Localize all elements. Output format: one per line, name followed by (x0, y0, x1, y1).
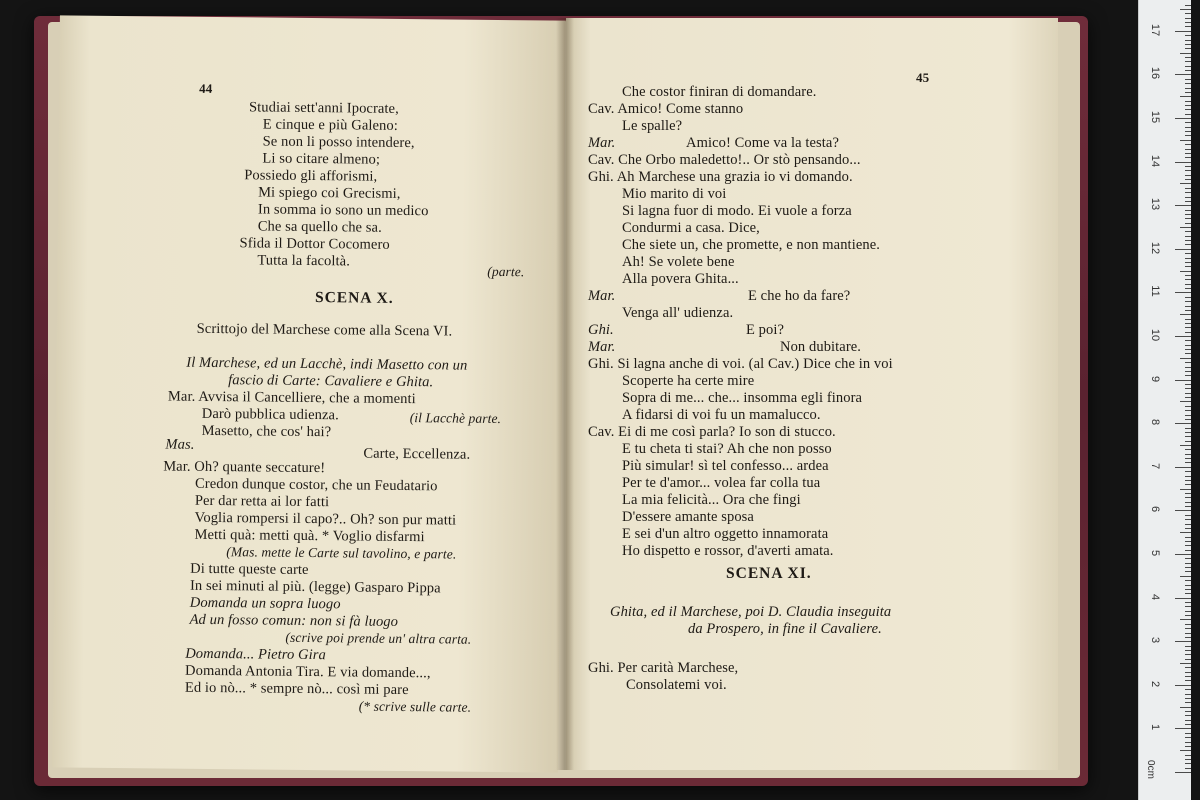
ruler-tick (1185, 393, 1191, 394)
text-line: Per dar retta ai lor fatti (194, 492, 330, 511)
ruler-tick (1185, 166, 1191, 167)
ruler-tick (1180, 271, 1191, 272)
ruler-tick (1185, 109, 1191, 110)
ruler-tick (1185, 550, 1191, 551)
right-page (566, 18, 1058, 770)
text-line: Scoperte ha certe mire (622, 373, 755, 389)
speaker: Mas. (165, 436, 195, 453)
ruler-tick (1185, 210, 1191, 211)
ruler-number: 9 (1149, 375, 1161, 382)
text-line: Le spalle? (622, 118, 683, 134)
ruler-tick (1185, 101, 1191, 102)
left-page (52, 15, 566, 772)
ruler-tick (1185, 40, 1191, 41)
speaker: Ghi. (588, 322, 614, 338)
ruler-tick (1175, 467, 1191, 468)
ruler-tick (1185, 484, 1191, 485)
ruler-tick (1175, 423, 1191, 424)
ruler-tick (1185, 340, 1191, 341)
ruler-tick (1185, 22, 1191, 23)
text-line: Ed io nò... * sempre nò... così mi pare (184, 679, 409, 699)
ruler-tick (1180, 707, 1191, 708)
ruler-tick (1185, 153, 1191, 154)
text-line: Cav. Amico! Come stanno (588, 101, 744, 117)
ruler-tick (1185, 563, 1191, 564)
text-line: Cav. Ei di me così parla? Io son di stucco. (588, 424, 836, 440)
ruler-tick (1185, 367, 1191, 368)
ruler-tick (1185, 720, 1191, 721)
text-line: A fidarsi di voi fu un mamalucco. (622, 407, 821, 423)
ruler-tick (1185, 746, 1191, 747)
ruler-tick (1185, 236, 1191, 237)
text-line: Ghi. Si lagna anche di voi. (al Cav.) Dice che in voi (588, 356, 893, 372)
ruler-tick (1185, 57, 1191, 58)
ruler-tick (1185, 410, 1191, 411)
ruler-tick (1185, 454, 1191, 455)
text-line: Credon dunque costor, che un Feudatario (194, 475, 438, 495)
ruler-tick (1185, 637, 1191, 638)
ruler-tick (1180, 140, 1191, 141)
text-line: Ghi. Ah Marchese una grazia io vi domando. (588, 169, 853, 185)
ruler-tick (1185, 724, 1191, 725)
ruler-number: 5 (1149, 549, 1161, 557)
ruler-unit-label: 0cm (1144, 760, 1156, 779)
ruler-number: 3 (1149, 637, 1161, 644)
ruler-tick (1185, 611, 1191, 612)
text-line: Ghi. Per carità Marchese, (588, 660, 739, 676)
ruler-tick (1185, 715, 1191, 716)
ruler-tick (1185, 676, 1191, 677)
ruler-tick (1180, 183, 1191, 184)
ruler-tick (1185, 606, 1191, 607)
ruler-tick (1185, 502, 1191, 503)
ruler-tick (1185, 476, 1191, 477)
text-line: Venga all' udienza. (622, 305, 734, 321)
ruler-tick (1185, 589, 1191, 590)
ruler-tick (1185, 737, 1191, 738)
ruler-tick (1175, 510, 1191, 511)
text-line: E cinque e più Galeno: (262, 116, 398, 134)
ruler-tick (1185, 127, 1191, 128)
text-line: La mia felicità... Ora che fingi (622, 492, 801, 508)
ruler-tick (1185, 48, 1191, 49)
text-line: Mi spiego coi Grecismi, (258, 184, 401, 202)
ruler-tick (1185, 633, 1191, 634)
ruler-tick (1185, 545, 1191, 546)
ruler-tick (1175, 336, 1191, 337)
ruler-tick (1185, 88, 1191, 89)
ruler-tick (1185, 231, 1191, 232)
ruler-tick (1185, 567, 1191, 568)
ruler-tick (1185, 144, 1191, 145)
ruler-tick (1185, 332, 1191, 333)
text-line: E tu cheta ti stai? Ah che non posso (622, 441, 832, 457)
ruler-tick (1185, 406, 1191, 407)
ruler-tick (1180, 445, 1191, 446)
ruler-tick (1185, 388, 1191, 389)
ruler-tick (1185, 83, 1191, 84)
ruler-tick (1185, 659, 1191, 660)
ruler-tick (1185, 432, 1191, 433)
ruler-tick (1185, 742, 1191, 743)
text-line: Voglia rompersi il capo?.. Oh? son pur matti (194, 509, 457, 529)
ruler-tick (1175, 772, 1191, 773)
text-line: D'essere amante sposa (622, 509, 754, 525)
ruler-tick (1180, 576, 1191, 577)
ruler-number: 15 (1149, 110, 1161, 124)
scene-heading: SCENA XI. (726, 565, 812, 582)
text-line: Si lagna fuor di modo. Ei vuole a forza (622, 203, 852, 219)
speaker: Mar. (588, 339, 616, 355)
text-line: Domanda Antonia Tira. E via domande..., (185, 662, 431, 682)
ruler-tick (1185, 135, 1191, 136)
ruler-tick (1185, 5, 1191, 6)
scene-heading: SCENA X. (314, 289, 394, 307)
text-line: Studiai sett'anni Ipocrate, (248, 99, 399, 117)
ruler-tick (1185, 646, 1191, 647)
ruler-tick (1185, 297, 1191, 298)
stage-direction: (Mas. mette le Carte sul tavolino, e parte. (226, 544, 457, 562)
ruler-tick (1175, 205, 1191, 206)
stage-direction: (parte. (487, 263, 525, 280)
ruler-number: 14 (1149, 154, 1161, 167)
ruler-tick (1185, 711, 1191, 712)
ruler-tick (1185, 310, 1191, 311)
ruler-tick (1185, 537, 1191, 538)
text-line: Possiedo gli afforismi, (244, 167, 378, 185)
ruler-tick (1175, 31, 1191, 32)
ruler-tick (1185, 258, 1191, 259)
stage-direction: (il Lacchè parte. (409, 410, 502, 427)
character-list: fascio di Carte: Cavaliere e Ghita. (228, 372, 434, 391)
ruler-tick (1185, 694, 1191, 695)
ruler-tick (1185, 306, 1191, 307)
text-line: Mio marito di voi (622, 186, 727, 202)
ruler-tick (1185, 733, 1191, 734)
ruler-tick (1185, 66, 1191, 67)
ruler-tick (1185, 353, 1191, 354)
ruler-tick (1185, 192, 1191, 193)
ruler-tick (1185, 654, 1191, 655)
ruler-tick (1185, 650, 1191, 651)
text-line: Metti quà: metti quà. * Voglio disfarmi (194, 526, 425, 546)
ruler-tick (1175, 728, 1191, 729)
ruler-tick (1185, 497, 1191, 498)
ruler-tick (1185, 319, 1191, 320)
ruler-tick (1185, 362, 1191, 363)
ruler-tick (1185, 218, 1191, 219)
text-line: Ad un fosso comun: non si fà luogo (189, 611, 399, 630)
ruler-tick (1185, 114, 1191, 115)
ruler-tick (1185, 92, 1191, 93)
ruler-tick (1175, 380, 1191, 381)
ruler-tick (1185, 419, 1191, 420)
ruler-tick (1185, 301, 1191, 302)
ruler-tick (1185, 506, 1191, 507)
ruler-tick (1185, 44, 1191, 45)
text-line: Ho dispetto e rossor, d'averti amata. (622, 543, 834, 559)
ruler-number: 17 (1149, 23, 1161, 36)
ruler-tick (1185, 593, 1191, 594)
ruler-tick (1185, 349, 1191, 350)
text-line: Domanda... Pietro Gira (185, 645, 326, 664)
ruler-tick (1185, 698, 1191, 699)
ruler-number: 4 (1149, 593, 1161, 600)
text-line: E poi? (746, 322, 785, 338)
ruler-tick (1185, 70, 1191, 71)
character-list: Ghita, ed il Marchese, poi D. Claudia inseguita (610, 604, 892, 620)
ruler-tick (1185, 35, 1191, 36)
ruler-number: 11 (1149, 285, 1161, 298)
ruler-tick (1185, 61, 1191, 62)
ruler-number: 2 (1149, 680, 1161, 687)
ruler-tick (1180, 53, 1191, 54)
character-list: da Prospero, in fine il Cavaliere. (688, 621, 882, 637)
page-number: 45 (916, 70, 930, 85)
text-line: E che ho da fare? (748, 288, 851, 304)
text-line: Masetto, che cos' hai? (201, 422, 332, 441)
ruler-tick (1185, 345, 1191, 346)
ruler-tick (1185, 223, 1191, 224)
ruler-tick (1185, 768, 1191, 769)
ruler-tick (1185, 384, 1191, 385)
ruler-tick (1180, 401, 1191, 402)
text-line: Alla povera Ghita... (622, 271, 739, 287)
ruler-tick (1185, 397, 1191, 398)
ruler-tick (1185, 558, 1191, 559)
ruler-tick (1185, 524, 1191, 525)
text-line: Li so citare almeno; (262, 150, 381, 168)
ruler-tick (1185, 327, 1191, 328)
ruler-tick (1185, 458, 1191, 459)
ruler-tick (1185, 755, 1191, 756)
text-line: Cav. Che Orbo maledetto!.. Or stò pensando... (588, 152, 861, 168)
ruler-tick (1185, 170, 1191, 171)
character-list: Il Marchese, ed un Lacchè, indi Masetto con un (186, 354, 468, 374)
ruler-tick (1175, 641, 1191, 642)
ruler-tick (1185, 702, 1191, 703)
speaker: Mar. (588, 288, 616, 304)
text-line: In sei minuti al più. (legge) Gasparo Pippa (189, 577, 441, 597)
text-line: Che siete un, che promette, e non mantiene. (622, 237, 880, 253)
text-line: Che costor finiran di domandare. (622, 84, 817, 100)
ruler-tick (1175, 249, 1191, 250)
ruler-number: 12 (1149, 241, 1161, 254)
ruler-tick (1185, 201, 1191, 202)
text-line: Mar. Avvisa il Cancelliere, che a momenti (167, 388, 416, 408)
text-line: Ah! Se volete bene (622, 254, 735, 270)
ruler-tick (1185, 197, 1191, 198)
ruler-tick (1185, 571, 1191, 572)
text-line: E sei d'un altro oggetto innamorata (622, 526, 829, 542)
ruler-tick (1185, 689, 1191, 690)
ruler-tick (1185, 667, 1191, 668)
text-line: Che sa quello che sa. (257, 218, 382, 236)
ruler-tick (1185, 240, 1191, 241)
text-line: Mar. Oh? quante seccature! (163, 458, 326, 477)
ruler-tick (1185, 79, 1191, 80)
text-line: Carte, Eccellenza. (363, 445, 471, 463)
ruler-tick (1180, 489, 1191, 490)
text-line: Se non li posso intendere, (262, 133, 415, 152)
ruler-number: 6 (1149, 506, 1161, 513)
text-line: Di tutte queste carte (190, 560, 309, 579)
ruler-tick (1180, 314, 1191, 315)
ruler-tick (1185, 763, 1191, 764)
text-line: Condurmi a casa. Dice, (622, 220, 760, 236)
ruler-tick (1185, 284, 1191, 285)
ruler-tick (1180, 532, 1191, 533)
ruler-tick (1175, 74, 1191, 75)
page-number: 44 (199, 80, 213, 96)
ruler-tick (1185, 188, 1191, 189)
ruler-tick (1185, 253, 1191, 254)
ruler-tick (1185, 375, 1191, 376)
text-line: Sopra di me... che... insomma egli finora (622, 390, 863, 406)
text-line: Sfida il Dottor Cocomero (239, 235, 390, 253)
ruler-tick (1185, 18, 1191, 19)
measuring-ruler (1138, 0, 1191, 800)
ruler-tick (1175, 118, 1191, 119)
ruler-tick (1180, 9, 1191, 10)
ruler-tick (1185, 602, 1191, 603)
ruler-tick (1185, 323, 1191, 324)
ruler-tick (1185, 149, 1191, 150)
text-line: Darò pubblica udienza. (201, 405, 339, 424)
ruler-tick (1185, 462, 1191, 463)
ruler-tick (1180, 750, 1191, 751)
ruler-tick (1185, 680, 1191, 681)
ruler-tick (1185, 275, 1191, 276)
ruler-tick (1185, 105, 1191, 106)
ruler-tick (1185, 493, 1191, 494)
ruler-number: 16 (1149, 67, 1161, 80)
ruler-tick (1185, 122, 1191, 123)
ruler-tick (1175, 292, 1191, 293)
ruler-tick (1175, 554, 1191, 555)
ruler-tick (1185, 580, 1191, 581)
text-line: Consolatemi voi. (626, 677, 727, 693)
ruler-tick (1185, 628, 1191, 629)
ruler-tick (1185, 175, 1191, 176)
ruler-tick (1185, 441, 1191, 442)
ruler-tick (1185, 519, 1191, 520)
ruler-tick (1180, 96, 1191, 97)
ruler-tick (1185, 528, 1191, 529)
ruler-tick (1185, 672, 1191, 673)
ruler-tick (1185, 179, 1191, 180)
ruler-tick (1175, 598, 1191, 599)
ruler-tick (1185, 471, 1191, 472)
ruler-tick (1185, 131, 1191, 132)
ruler-tick (1180, 227, 1191, 228)
ruler-tick (1185, 415, 1191, 416)
text-line: Tutta la facoltà. (257, 252, 351, 270)
ruler-tick (1180, 663, 1191, 664)
ruler-tick (1185, 515, 1191, 516)
ruler-tick (1185, 279, 1191, 280)
speaker: Mar. (588, 135, 616, 151)
text-line: Non dubitare. (780, 339, 862, 355)
ruler-number: 1 (1149, 724, 1161, 731)
text-line: Per te d'amor... volea far colla tua (622, 475, 821, 491)
ruler-tick (1185, 759, 1191, 760)
ruler-tick (1185, 449, 1191, 450)
ruler-number: 7 (1149, 462, 1161, 469)
ruler-tick (1175, 685, 1191, 686)
ruler-tick (1185, 428, 1191, 429)
book-gutter (556, 18, 574, 770)
ruler-tick (1185, 266, 1191, 267)
stage-direction: (* scrive sulle carte. (358, 698, 472, 715)
ruler-number: 13 (1149, 198, 1161, 211)
ruler-number: 10 (1149, 328, 1161, 342)
ruler-tick (1185, 436, 1191, 437)
text-line: Amico! Come va la testa? (686, 135, 839, 151)
ruler-tick (1185, 624, 1191, 625)
scene-setting: Scrittojo del Marchese come alla Scena VI. (196, 320, 453, 340)
ruler-tick (1185, 541, 1191, 542)
ruler-tick (1185, 615, 1191, 616)
ruler-tick (1175, 162, 1191, 163)
ruler-tick (1180, 358, 1191, 359)
ruler-tick (1185, 480, 1191, 481)
ruler-tick (1185, 214, 1191, 215)
ruler-number: 8 (1149, 419, 1161, 426)
ruler-tick (1185, 262, 1191, 263)
stage-direction: (scrive poi prende un' altra carta. (285, 629, 472, 647)
ruler-tick (1185, 288, 1191, 289)
ruler-tick (1185, 585, 1191, 586)
ruler-tick (1180, 619, 1191, 620)
ruler-tick (1185, 26, 1191, 27)
ruler-tick (1185, 244, 1191, 245)
ruler-tick (1185, 13, 1191, 14)
text-line: Domanda un sopra luogo (189, 594, 341, 613)
text-line: Più simular! sì tel confesso... ardea (622, 458, 829, 474)
text-line: In somma io sono un medico (257, 201, 429, 220)
ruler-tick (1185, 371, 1191, 372)
ruler-tick (1185, 157, 1191, 158)
